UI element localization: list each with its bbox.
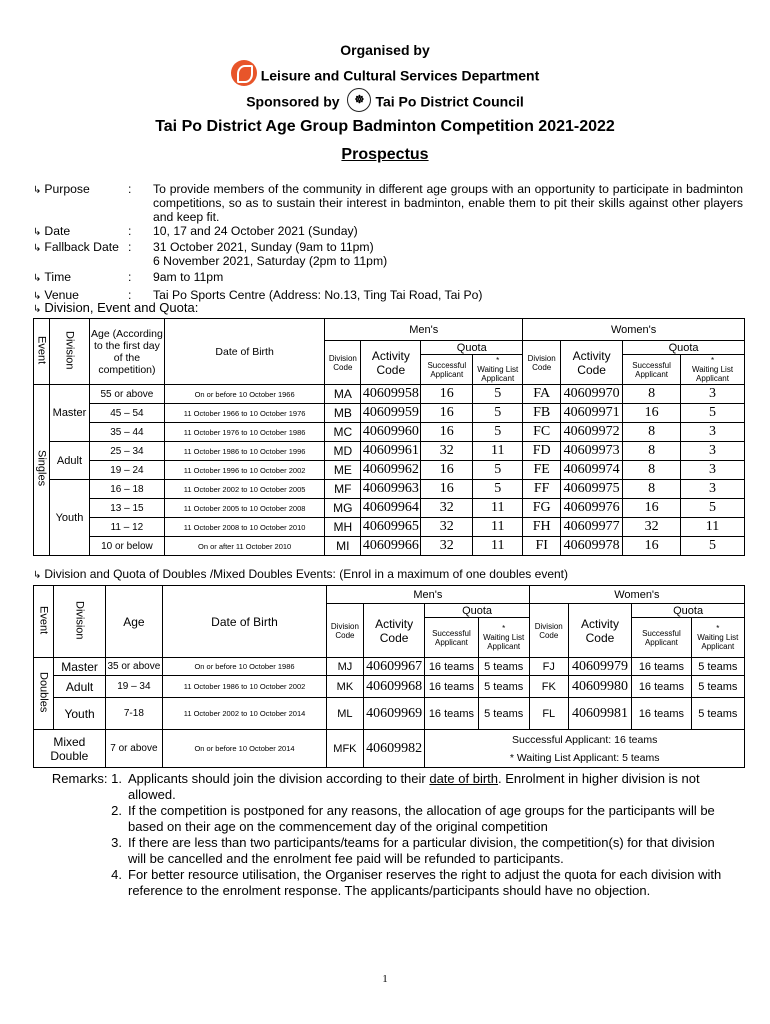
waiting-cell: 11 xyxy=(681,518,745,537)
waiting-cell: 5 xyxy=(681,404,745,423)
waiting-text: Waiting List Applicant xyxy=(697,633,739,651)
waiting-text: Waiting List Applicant xyxy=(477,365,519,383)
division-code-cell: MFK xyxy=(326,730,363,768)
dob-header: Date of Birth xyxy=(164,319,324,385)
waiting-cell: 11 xyxy=(473,537,523,556)
division-code-cell: MG xyxy=(325,499,361,518)
waiting-cell: 5 teams xyxy=(478,658,529,676)
age-cell: 7 or above xyxy=(105,730,162,768)
womens-header: Women's xyxy=(523,319,745,341)
activity-code-cell: 40609978 xyxy=(561,537,623,556)
activity-code-cell: 40609960 xyxy=(361,423,421,442)
table-row xyxy=(34,385,745,404)
bullet-icon: ↳ xyxy=(33,304,42,315)
age-header: Age (According to the first day of the competition) xyxy=(89,319,164,385)
womens-quota-header: Quota xyxy=(623,341,745,355)
age-cell: 19 – 34 xyxy=(105,676,162,698)
mens-waiting-header xyxy=(478,618,529,658)
age-cell: 13 – 15 xyxy=(89,499,164,518)
dob-cell: On or after 11 October 2010 xyxy=(164,537,324,556)
table-row xyxy=(34,676,745,698)
division-header-text: Division xyxy=(73,600,86,640)
organiser-line xyxy=(0,64,770,90)
mens-successful-header: Successful Applicant xyxy=(425,618,478,658)
remark-number xyxy=(30,771,128,803)
womens-successful-header: Successful Applicant xyxy=(623,355,681,385)
sponsor-name: Tai Po District Council xyxy=(375,93,524,110)
bullet-icon: ↳ xyxy=(33,570,42,581)
remark-text: If there are less than two participants/teams for a particular division, the competition(s) for that division will be cancelled and the enrolment fee paid will be refunded to participants. xyxy=(128,835,715,866)
mens-quota-header: Quota xyxy=(425,604,529,618)
table-row xyxy=(34,658,745,676)
waiting-cell: 5 xyxy=(473,480,523,499)
successful-cell: 8 xyxy=(623,480,681,499)
remark-text: For better resource utilisation, the Organiser reserves the right to adjust the quota for each division with reference to the enrolment response. The applicants/participants should have no objection. xyxy=(128,867,722,898)
waiting-cell: 5 teams xyxy=(478,676,529,698)
info-time xyxy=(33,270,743,286)
activity-code-cell: 40609965 xyxy=(361,518,421,537)
division-code-cell: MD xyxy=(325,442,361,461)
table-row xyxy=(34,404,745,423)
division-code-cell: FI xyxy=(523,537,561,556)
division-code-cell: FB xyxy=(523,404,561,423)
page-subtitle: Prospectus xyxy=(341,146,429,163)
remark-item xyxy=(30,835,730,867)
activity-code-cell: 40609967 xyxy=(363,658,424,676)
remark-number: 4. xyxy=(111,867,122,882)
activity-code-cell: 40609973 xyxy=(561,442,623,461)
division-cell: Youth xyxy=(54,698,105,730)
womens-header: Women's xyxy=(529,586,744,604)
successful-cell: 32 xyxy=(623,518,681,537)
age-cell: 45 – 54 xyxy=(89,404,164,423)
lcsd-logo-icon xyxy=(231,60,257,86)
age-cell: 35 or above xyxy=(105,658,162,676)
division-cell: Master xyxy=(49,385,89,442)
activity-code-cell: 40609964 xyxy=(361,499,421,518)
mens-successful-header: Successful Applicant xyxy=(421,355,473,385)
mens-division-code-header: Division Code xyxy=(326,604,363,658)
division-code-cell: MF xyxy=(325,480,361,499)
event-header xyxy=(34,319,50,385)
division-cell: Master xyxy=(54,658,105,676)
activity-code-cell: 40609966 xyxy=(361,537,421,556)
mens-header: Men's xyxy=(326,586,529,604)
division-code-cell: MB xyxy=(325,404,361,423)
table-row xyxy=(34,518,745,537)
info-block xyxy=(33,182,743,304)
activity-code-cell: 40609979 xyxy=(568,658,632,676)
sponsored-by-label: Sponsored by xyxy=(246,93,340,110)
successful-cell: 8 xyxy=(623,461,681,480)
successful-cell: 32 xyxy=(421,499,473,518)
info-fallback-date xyxy=(33,240,743,268)
successful-cell: 32 xyxy=(421,442,473,461)
remark-text-part: Applicants should join the division according to their xyxy=(128,771,430,786)
waiting-cell: 5 teams xyxy=(691,658,744,676)
successful-cell: 8 xyxy=(623,423,681,442)
waiting-cell: 5 xyxy=(473,423,523,442)
waiting-cell: 3 xyxy=(681,480,745,499)
section-title-text: Division, Event and Quota: xyxy=(44,300,199,315)
info-label: Time xyxy=(44,270,72,284)
division-header xyxy=(49,319,89,385)
remark-number: 2. xyxy=(111,803,122,818)
remark-text: If the competition is postponed for any reasons, the allocation of age groups for the participants will be based on their age on the commencement day of the original competition xyxy=(128,803,715,834)
waiting-cell: 3 xyxy=(681,385,745,404)
waiting-cell: 11 xyxy=(473,499,523,518)
division-cell: Mixed Double xyxy=(34,730,106,768)
doubles-section-title xyxy=(33,567,568,581)
activity-code-cell: 40609961 xyxy=(361,442,421,461)
mens-activity-code-header: Activity Code xyxy=(361,341,421,385)
division-code-cell: MC xyxy=(325,423,361,442)
info-label: Venue xyxy=(44,288,79,302)
info-label: Date xyxy=(44,224,71,238)
division-header xyxy=(54,586,105,658)
division-code-cell: FC xyxy=(523,423,561,442)
successful-cell: 8 xyxy=(623,385,681,404)
remark-number: 3. xyxy=(111,835,122,850)
remark-item xyxy=(30,867,730,899)
mens-activity-code-header: Activity Code xyxy=(363,604,424,658)
division-code-cell: FA xyxy=(523,385,561,404)
page-number: 1 xyxy=(382,973,388,985)
dob-cell: On or before 10 October 1966 xyxy=(164,385,324,404)
activity-code-cell: 40609974 xyxy=(561,461,623,480)
star-mark: * xyxy=(710,356,715,365)
bullet-icon: ↳ xyxy=(33,185,42,196)
dob-cell: 11 October 1986 to 10 October 1996 xyxy=(164,442,324,461)
table-row xyxy=(34,442,745,461)
age-cell: 19 – 24 xyxy=(89,461,164,480)
waiting-cell: 5 xyxy=(681,499,745,518)
mens-quota-header: Quota xyxy=(421,341,523,355)
womens-waiting-header xyxy=(691,618,744,658)
info-label: Purpose xyxy=(44,182,90,196)
womens-division-code-header: Division Code xyxy=(529,604,568,658)
dob-cell: 11 October 1996 to 10 October 2002 xyxy=(164,461,324,480)
successful-cell: 16 teams xyxy=(425,698,478,730)
dob-cell: 11 October 2005 to 10 October 2008 xyxy=(164,499,324,518)
age-cell: 7-18 xyxy=(105,698,162,730)
table-row xyxy=(34,480,745,499)
division-header-text: Division xyxy=(63,330,76,370)
activity-code-cell: 40609975 xyxy=(561,480,623,499)
mens-waiting-header xyxy=(473,355,523,385)
event-header-text: Event xyxy=(35,335,48,365)
activity-code-cell: 40609970 xyxy=(561,385,623,404)
womens-division-code-header: Division Code xyxy=(523,341,561,385)
successful-cell: 16 xyxy=(623,404,681,423)
waiting-cell: 5 xyxy=(473,385,523,404)
organised-by-label: Organised by xyxy=(340,42,430,58)
activity-code-cell: 40609980 xyxy=(568,676,632,698)
table-row xyxy=(34,537,745,556)
age-header: Age xyxy=(105,586,162,658)
star-mark: * xyxy=(716,624,720,633)
division-cell: Adult xyxy=(54,676,105,698)
info-value: To provide members of the community in different age groups with an opportunity to participate in badminton competitions, so as to sustain their interest in badminton, enable them to pit their skills against other players and keep fit. xyxy=(153,182,743,224)
division-code-cell: FH xyxy=(523,518,561,537)
division-code-cell: MK xyxy=(326,676,363,698)
successful-cell: 16 teams xyxy=(425,676,478,698)
activity-code-cell: 40609982 xyxy=(363,730,424,768)
event-header-text: Event xyxy=(37,605,50,635)
successful-cell: 16 xyxy=(623,537,681,556)
remarks-block xyxy=(30,771,730,899)
dob-cell: 11 October 2002 to 10 October 2005 xyxy=(164,480,324,499)
division-code-cell: MH xyxy=(325,518,361,537)
age-cell: 35 – 44 xyxy=(89,423,164,442)
successful-cell: 16 xyxy=(623,499,681,518)
womens-activity-code-header: Activity Code xyxy=(568,604,632,658)
district-council-logo-icon: ☸ xyxy=(347,88,371,112)
waiting-cell: 5 xyxy=(473,404,523,423)
activity-code-cell: 40609959 xyxy=(361,404,421,423)
sponsor-line xyxy=(0,91,770,115)
bullet-icon: ↳ xyxy=(33,243,42,254)
division-cell: Youth xyxy=(49,480,89,556)
remarks-label: Remarks: xyxy=(51,771,108,786)
dob-cell: 11 October 2008 to 10 October 2010 xyxy=(164,518,324,537)
remark-item xyxy=(30,771,730,803)
division-code-cell: FE xyxy=(523,461,561,480)
info-date xyxy=(33,224,743,240)
mixed-quota-note xyxy=(425,730,745,768)
successful-cell: 16 xyxy=(421,385,473,404)
activity-code-cell: 40609971 xyxy=(561,404,623,423)
dob-header: Date of Birth xyxy=(163,586,327,658)
dob-cell: 11 October 1976 to 10 October 1986 xyxy=(164,423,324,442)
mixed-successful-note: Successful Applicant: 16 teams xyxy=(511,733,658,746)
division-cell: Adult xyxy=(49,442,89,480)
remark-num: 1. xyxy=(111,771,122,786)
successful-cell: 16 xyxy=(421,404,473,423)
successful-cell: 16 teams xyxy=(632,676,691,698)
table-row xyxy=(34,499,745,518)
table-row xyxy=(34,423,745,442)
singles-event-cell xyxy=(34,385,50,556)
activity-code-cell: 40609977 xyxy=(561,518,623,537)
division-code-cell: FJ xyxy=(529,658,568,676)
successful-cell: 16 xyxy=(421,423,473,442)
singles-event-label: Singles xyxy=(35,450,48,487)
age-cell: 11 – 12 xyxy=(89,518,164,537)
mixed-double-row xyxy=(34,730,745,768)
doubles-event-label: Doubles xyxy=(37,671,50,713)
info-colon: : xyxy=(128,270,132,284)
successful-cell: 16 teams xyxy=(632,698,691,730)
singles-section-title xyxy=(33,300,198,315)
info-colon: : xyxy=(128,240,132,254)
waiting-text: Waiting List Applicant xyxy=(691,365,734,383)
waiting-cell: 5 teams xyxy=(691,698,744,730)
division-code-cell: FL xyxy=(529,698,568,730)
age-cell: 16 – 18 xyxy=(89,480,164,499)
successful-cell: 16 teams xyxy=(632,658,691,676)
dob-cell: 11 October 1986 to 10 October 2002 xyxy=(163,676,327,698)
star-mark: * xyxy=(496,356,500,365)
age-cell: 10 or below xyxy=(89,537,164,556)
successful-cell: 16 xyxy=(421,480,473,499)
activity-code-cell: 40609972 xyxy=(561,423,623,442)
division-code-cell: FG xyxy=(523,499,561,518)
age-cell: 25 – 34 xyxy=(89,442,164,461)
singles-table xyxy=(33,318,745,556)
info-purpose xyxy=(33,182,743,224)
activity-code-cell: 40609963 xyxy=(361,480,421,499)
waiting-cell: 5 xyxy=(473,461,523,480)
dob-cell: On or before 10 October 1986 xyxy=(163,658,327,676)
table-row xyxy=(34,461,745,480)
womens-quota-header: Quota xyxy=(632,604,745,618)
division-code-cell: FK xyxy=(529,676,568,698)
age-cell: 55 or above xyxy=(89,385,164,404)
successful-cell: 32 xyxy=(421,518,473,537)
waiting-cell: 5 xyxy=(681,537,745,556)
successful-cell: 8 xyxy=(623,442,681,461)
table-row xyxy=(34,698,745,730)
info-colon: : xyxy=(128,288,132,302)
division-code-cell: MI xyxy=(325,537,361,556)
womens-successful-header: Successful Applicant xyxy=(632,618,691,658)
section-title-text: Division and Quota of Doubles /Mixed Doubles Events: (Enrol in a maximum of one doubles event) xyxy=(44,567,568,581)
dob-cell: 11 October 1966 to 10 October 1976 xyxy=(164,404,324,423)
fallback-date-1: 31 October 2021, Sunday (9am to 11pm) xyxy=(153,240,374,254)
page-title: Tai Po District Age Group Badminton Competition 2021-2022 xyxy=(155,118,615,135)
waiting-cell: 5 teams xyxy=(478,698,529,730)
doubles-table xyxy=(33,585,745,768)
bullet-icon: ↳ xyxy=(33,273,42,284)
mixed-waiting-note: * Waiting List Applicant: 5 teams xyxy=(509,751,660,764)
fallback-date-2: 6 November 2021, Saturday (2pm to 11pm) xyxy=(153,254,388,268)
bullet-icon: ↳ xyxy=(33,291,42,302)
successful-cell: 32 xyxy=(421,537,473,556)
organiser-name: Leisure and Cultural Services Department xyxy=(260,67,540,84)
successful-cell: 16 teams xyxy=(425,658,478,676)
activity-code-cell: 40609968 xyxy=(363,676,424,698)
mens-division-code-header: Division Code xyxy=(325,341,361,385)
info-value xyxy=(153,240,743,268)
division-code-cell: ML xyxy=(326,698,363,730)
doubles-event-cell xyxy=(34,658,54,730)
event-header xyxy=(34,586,54,658)
waiting-cell: 11 xyxy=(473,518,523,537)
successful-cell: 16 xyxy=(421,461,473,480)
division-code-cell: FD xyxy=(523,442,561,461)
star-mark: * xyxy=(502,624,506,633)
womens-waiting-header xyxy=(681,355,745,385)
waiting-cell: 3 xyxy=(681,423,745,442)
activity-code-cell: 40609958 xyxy=(361,385,421,404)
waiting-cell: 5 teams xyxy=(691,676,744,698)
dob-cell: 11 October 2002 to 10 October 2014 xyxy=(163,698,327,730)
division-code-cell: ME xyxy=(325,461,361,480)
activity-code-cell: 40609976 xyxy=(561,499,623,518)
activity-code-cell: 40609981 xyxy=(568,698,632,730)
remark-item xyxy=(30,803,730,835)
remark-text xyxy=(128,771,730,803)
info-colon: : xyxy=(128,224,132,238)
dob-cell: On or before 10 October 2014 xyxy=(163,730,327,768)
waiting-text: Waiting List Applicant xyxy=(483,633,525,651)
waiting-cell: 3 xyxy=(681,442,745,461)
womens-activity-code-header: Activity Code xyxy=(561,341,623,385)
info-value: 10, 17 and 24 October 2021 (Sunday) xyxy=(153,224,358,238)
activity-code-cell: 40609962 xyxy=(361,461,421,480)
info-value: 9am to 11pm xyxy=(153,270,224,284)
remark-text-part: . Enrolment in higher division is not allowed. xyxy=(128,771,700,802)
division-code-cell: MJ xyxy=(326,658,363,676)
waiting-cell: 3 xyxy=(681,461,745,480)
info-colon: : xyxy=(128,182,132,196)
remark-underline: date of birth xyxy=(429,771,498,786)
activity-code-cell: 40609969 xyxy=(363,698,424,730)
division-code-cell: MA xyxy=(325,385,361,404)
info-label: Fallback Date xyxy=(44,240,119,254)
mens-header: Men's xyxy=(325,319,523,341)
info-value: Tai Po Sports Centre (Address: No.13, Ting Tai Road, Tai Po) xyxy=(153,288,483,302)
division-code-cell: FF xyxy=(523,480,561,499)
bullet-icon: ↳ xyxy=(33,227,42,238)
waiting-cell: 11 xyxy=(473,442,523,461)
